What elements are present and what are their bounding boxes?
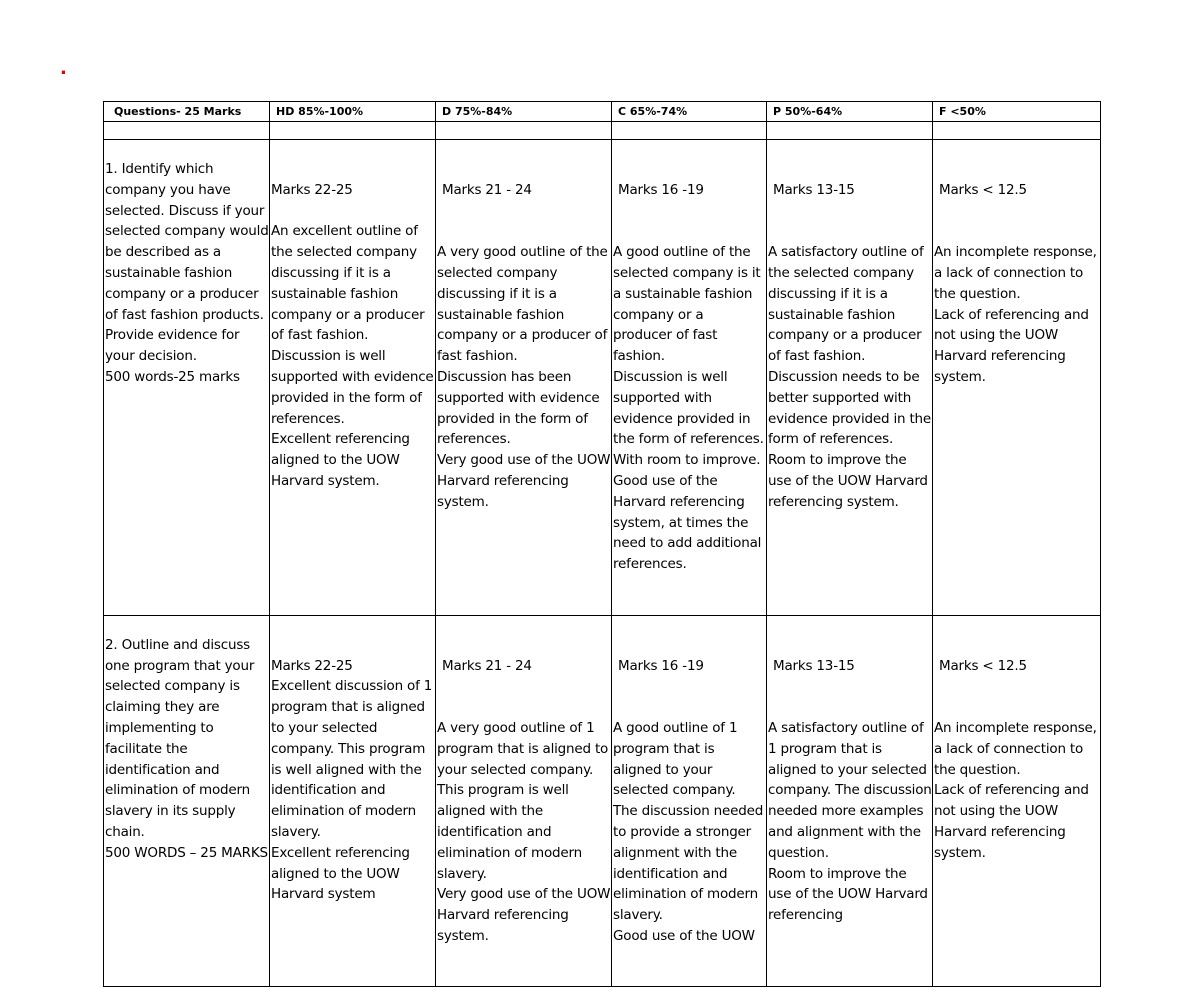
q1-c-marks: Marks 16 -19 xyxy=(618,181,704,198)
q2-p-marks: Marks 13-15 xyxy=(773,657,855,674)
header-hd: HD 85%-100% xyxy=(270,102,436,122)
q1-p-criteria: A satisfactory outline of the selected company discussing if it is a sustainable fashion company or a producer of fast fashion. Discussion needs to be better supported with evidence provided in the form of references. Room to improve the use of the UOW Harvard referencing system. xyxy=(768,244,932,510)
spacer-cell xyxy=(933,122,1101,140)
header-p: P 50%-64% xyxy=(767,102,933,122)
rubric-spacer-row xyxy=(104,122,1101,140)
rubric-row-question-2 xyxy=(104,615,1101,987)
q1-f-cell xyxy=(933,140,1101,616)
q1-c-cell xyxy=(612,140,767,616)
q2-hd-cell xyxy=(270,615,436,987)
q1-d-criteria: A very good outline of the selected company discussing if it is a sustainable fashion company or a producer of fast fashion. Discussion has been supported with evidence provided in the form of references. Very good use of the UOW Harvard referencing system. xyxy=(437,244,611,510)
spacer-cell xyxy=(612,122,767,140)
spacer-cell xyxy=(436,122,612,140)
q1-hd-criteria: An excellent outline of the selected company discussing if it is a sustainable fashion company or a producer of fast fashion. Discussion is well supported with evidence provided in the form of references. Excellent referencing aligned to the UOW Harvard system. xyxy=(271,223,434,489)
q1-d-marks: Marks 21 - 24 xyxy=(442,181,532,198)
marking-rubric-table xyxy=(103,101,1101,987)
q2-d-marks: Marks 21 - 24 xyxy=(442,657,532,674)
page-marker: . xyxy=(60,58,67,79)
rubric-header-row xyxy=(104,102,1101,122)
header-questions: Questions- 25 Marks xyxy=(104,102,270,122)
spacer-cell xyxy=(104,122,270,140)
question-2-cell xyxy=(104,615,270,987)
q1-p-marks: Marks 13-15 xyxy=(773,181,855,198)
header-c: C 65%-74% xyxy=(612,102,767,122)
spacer-cell xyxy=(767,122,933,140)
question-1-text: 1. Identify which company you have selected. Discuss if your selected company would be described as a sustainable fashion company or a producer of fast fashion products. Provide evidence for your decision. 500 words-25 marks xyxy=(105,161,269,385)
q2-p-criteria: A satisfactory outline of 1 program that is aligned to your selected company. The discussion needed more examples and alignment with the question. Room to improve the use of the UOW Harvard referencing xyxy=(768,719,932,924)
q2-p-cell xyxy=(767,615,933,987)
question-1-cell xyxy=(104,140,270,616)
spacer-cell xyxy=(270,122,436,140)
q1-p-cell xyxy=(767,140,933,616)
header-f: F <50% xyxy=(933,102,1101,122)
q2-hd-marks: Marks 22-25 xyxy=(271,657,353,674)
q1-c-criteria: A good outline of the selected company is it a sustainable fashion company or a producer of fast fashion. Discussion is well supported with evidence provided in the form of references. With room to improve. Good use of the Harvard referencing system, at times the need to add additional references. xyxy=(613,244,764,573)
q2-hd-criteria: Excellent discussion of 1 program that is aligned to your selected company. This program is well aligned with the identification and elimination of modern slavery. Excellent referencing aligned to the UOW Harvard system xyxy=(271,678,433,903)
q2-c-criteria: A good outline of 1 program that is aligned to your selected company. The discussion needed to provide a stronger alignment with the identification and elimination of modern slavery. Good use of the UOW xyxy=(613,719,764,944)
q1-d-cell xyxy=(436,140,612,616)
q2-d-criteria: A very good outline of 1 program that is aligned to your selected company. This program is well aligned with the identification and elimination of modern slavery. Very good use of the UOW Harvard referencing system. xyxy=(437,719,611,944)
q2-d-cell xyxy=(436,615,612,987)
q1-f-criteria: An incomplete response, a lack of connection to the question. Lack of referencing and not using the UOW Harvard referencing system. xyxy=(934,244,1097,385)
header-d: D 75%-84% xyxy=(436,102,612,122)
q2-f-marks: Marks < 12.5 xyxy=(939,657,1027,674)
q2-f-cell xyxy=(933,615,1101,987)
q1-f-marks: Marks < 12.5 xyxy=(939,181,1027,198)
question-2-text: 2. Outline and discuss one program that your selected company is claiming they are implementing to facilitate the identification and elimination of modern slavery in its supply chain. 500 WORDS – 25 MARKS xyxy=(105,636,268,861)
q2-c-cell xyxy=(612,615,767,987)
q1-hd-cell xyxy=(270,140,436,616)
rubric-row-question-1 xyxy=(104,140,1101,616)
q2-c-marks: Marks 16 -19 xyxy=(618,657,704,674)
q1-hd-marks: Marks 22-25 xyxy=(271,181,353,198)
q2-f-criteria: An incomplete response, a lack of connection to the question. Lack of referencing and not using the UOW Harvard referencing system. xyxy=(934,719,1097,861)
